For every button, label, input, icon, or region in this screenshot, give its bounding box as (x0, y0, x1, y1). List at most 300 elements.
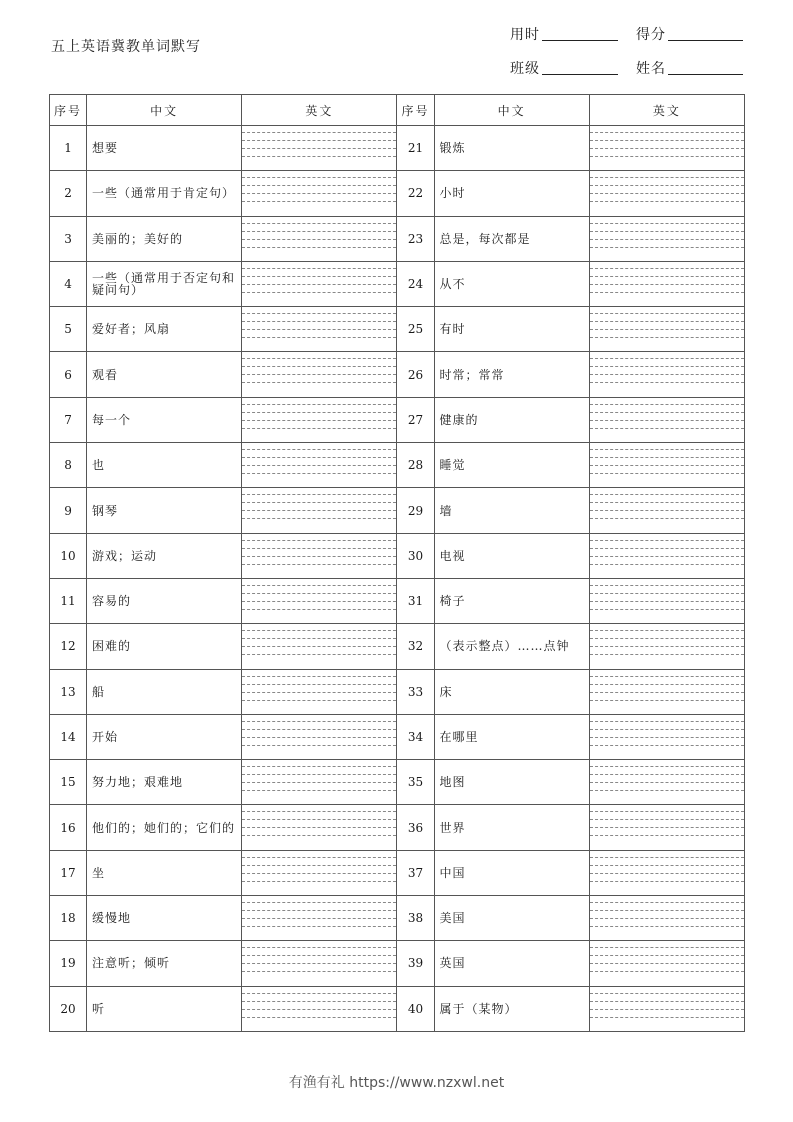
writing-guide-line (242, 412, 396, 413)
writing-guide-line (590, 510, 744, 511)
chinese-word: 英国 (434, 941, 589, 986)
writing-guide-line (590, 766, 744, 767)
item-number: 40 (397, 986, 434, 1031)
writing-guide-line (590, 465, 744, 466)
writing-guide-line (590, 564, 744, 565)
writing-guide-line (242, 156, 396, 157)
name-field[interactable] (636, 58, 743, 78)
chinese-word: 一些（通常用于否定句和疑问句） (87, 261, 242, 306)
writing-guide-line (590, 926, 744, 927)
header-chinese: 中文 (434, 95, 589, 126)
writing-guide-line (242, 827, 396, 828)
table-header-row (50, 95, 745, 126)
class-field[interactable] (510, 58, 618, 78)
writing-guide-line (590, 827, 744, 828)
writing-guide-line (242, 918, 396, 919)
item-number: 23 (397, 216, 434, 261)
writing-guide-line (590, 239, 744, 240)
chinese-word: 他们的；她们的；它们的 (87, 805, 242, 850)
writing-guide-line (242, 540, 396, 541)
writing-guide-line (590, 646, 744, 647)
table-row (50, 714, 745, 759)
chinese-word: 船 (87, 669, 242, 714)
writing-guide-line (590, 185, 744, 186)
item-number: 20 (50, 986, 87, 1031)
item-number: 15 (50, 760, 87, 805)
table-row (50, 850, 745, 895)
chinese-word: 时常；常常 (434, 352, 589, 397)
english-answer-cell[interactable] (242, 126, 397, 171)
item-number: 28 (397, 443, 434, 488)
writing-guide-line (590, 782, 744, 783)
item-number: 3 (50, 216, 87, 261)
worksheet-title: 五上英语冀教单词默写 (51, 39, 201, 55)
writing-guide-line (590, 790, 744, 791)
writing-guide-line (242, 774, 396, 775)
table-row (50, 443, 745, 488)
writing-guide-line (242, 556, 396, 557)
english-answer-cell[interactable] (242, 669, 397, 714)
chinese-word: 爱好者；风扇 (87, 307, 242, 352)
item-number: 10 (50, 533, 87, 578)
writing-guide-line (590, 177, 744, 178)
english-answer-cell[interactable] (589, 261, 744, 306)
writing-guide-line (590, 156, 744, 157)
writing-guide-line (590, 721, 744, 722)
writing-guide-line (590, 729, 744, 730)
chinese-word: 观看 (87, 352, 242, 397)
writing-guide-line (590, 630, 744, 631)
writing-guide-line (242, 140, 396, 141)
table-row (50, 941, 745, 986)
english-answer-cell[interactable] (242, 352, 397, 397)
writing-guide-line (590, 193, 744, 194)
english-answer-cell[interactable] (589, 805, 744, 850)
english-answer-cell[interactable] (242, 397, 397, 442)
english-answer-cell[interactable] (589, 397, 744, 442)
chinese-word: 椅子 (434, 578, 589, 623)
chinese-word: 游戏；运动 (87, 533, 242, 578)
chinese-word: 健康的 (434, 397, 589, 442)
writing-guide-line (242, 548, 396, 549)
english-answer-cell[interactable] (589, 307, 744, 352)
header-english: 英文 (242, 95, 397, 126)
writing-guide-line (242, 654, 396, 655)
writing-guide-line (590, 428, 744, 429)
writing-guide-line (590, 873, 744, 874)
writing-guide-line (590, 955, 744, 956)
item-number: 8 (50, 443, 87, 488)
english-answer-cell[interactable] (589, 216, 744, 261)
writing-guide-line (242, 404, 396, 405)
writing-guide-line (590, 593, 744, 594)
item-number: 33 (397, 669, 434, 714)
english-answer-cell[interactable] (242, 714, 397, 759)
writing-guide-line (590, 902, 744, 903)
writing-guide-line (590, 601, 744, 602)
english-answer-cell[interactable] (242, 443, 397, 488)
writing-guide-line (242, 132, 396, 133)
class-blank-line[interactable] (542, 74, 618, 75)
item-number: 12 (50, 624, 87, 669)
writing-guide-line (242, 782, 396, 783)
vocabulary-table (49, 94, 745, 1032)
writing-guide-line (590, 366, 744, 367)
writing-guide-line (242, 177, 396, 178)
writing-guide-line (242, 329, 396, 330)
writing-guide-line (590, 811, 744, 812)
writing-guide-line (590, 247, 744, 248)
score-blank-line[interactable] (668, 40, 743, 41)
chinese-word: 努力地；艰难地 (87, 760, 242, 805)
table-row (50, 307, 745, 352)
writing-guide-line (242, 865, 396, 866)
writing-guide-line (590, 473, 744, 474)
writing-guide-line (242, 268, 396, 269)
writing-guide-line (242, 337, 396, 338)
table-row (50, 624, 745, 669)
english-answer-cell[interactable] (242, 533, 397, 578)
name-blank-line[interactable] (668, 74, 743, 75)
item-number: 24 (397, 261, 434, 306)
writing-guide-line (590, 420, 744, 421)
chinese-word: 总是，每次都是 (434, 216, 589, 261)
english-answer-cell[interactable] (589, 443, 744, 488)
english-answer-cell[interactable] (242, 171, 397, 216)
english-answer-cell[interactable] (589, 850, 744, 895)
writing-guide-line (242, 963, 396, 964)
item-number: 6 (50, 352, 87, 397)
writing-guide-line (590, 585, 744, 586)
chinese-word: 钢琴 (87, 488, 242, 533)
writing-guide-line (590, 518, 744, 519)
writing-guide-line (590, 268, 744, 269)
writing-guide-line (242, 358, 396, 359)
writing-guide-line (242, 223, 396, 224)
english-answer-cell[interactable] (589, 488, 744, 533)
score-label: 得分 (636, 27, 666, 43)
chinese-word: 容易的 (87, 578, 242, 623)
writing-guide-line (590, 412, 744, 413)
chinese-word: 听 (87, 986, 242, 1031)
item-number: 17 (50, 850, 87, 895)
writing-guide-line (242, 382, 396, 383)
item-number: 35 (397, 760, 434, 805)
writing-guide-line (242, 926, 396, 927)
table-row (50, 397, 745, 442)
writing-guide-line (590, 971, 744, 972)
item-number: 11 (50, 578, 87, 623)
writing-guide-line (590, 494, 744, 495)
item-number: 36 (397, 805, 434, 850)
writing-guide-line (242, 292, 396, 293)
table-row (50, 126, 745, 171)
item-number: 22 (397, 171, 434, 216)
writing-guide-line (242, 473, 396, 474)
writing-guide-line (590, 548, 744, 549)
writing-guide-line (242, 231, 396, 232)
header-number: 序号 (397, 95, 434, 126)
writing-guide-line (590, 292, 744, 293)
english-answer-cell[interactable] (242, 986, 397, 1031)
name-label: 姓名 (636, 61, 666, 77)
writing-guide-line (590, 201, 744, 202)
english-answer-cell[interactable] (589, 352, 744, 397)
writing-guide-line (242, 729, 396, 730)
writing-guide-line (590, 457, 744, 458)
writing-guide-line (242, 766, 396, 767)
english-answer-cell[interactable] (589, 714, 744, 759)
english-answer-cell[interactable] (589, 941, 744, 986)
writing-guide-line (242, 646, 396, 647)
writing-guide-line (242, 494, 396, 495)
writing-guide-line (590, 140, 744, 141)
writing-guide-line (242, 700, 396, 701)
chinese-word: 缓慢地 (87, 896, 242, 941)
writing-guide-line (242, 374, 396, 375)
english-answer-cell[interactable] (242, 760, 397, 805)
footer-watermark: 有渔有礼 https://www.nzxwl.net (288, 1075, 505, 1091)
writing-guide-line (242, 745, 396, 746)
item-number: 13 (50, 669, 87, 714)
item-number: 37 (397, 850, 434, 895)
chinese-word: 床 (434, 669, 589, 714)
writing-guide-line (242, 1009, 396, 1010)
english-answer-cell[interactable] (242, 624, 397, 669)
writing-guide-line (242, 247, 396, 248)
item-number: 31 (397, 578, 434, 623)
writing-guide-line (590, 284, 744, 285)
chinese-word: 有时 (434, 307, 589, 352)
header-english: 英文 (589, 95, 744, 126)
writing-guide-line (590, 910, 744, 911)
writing-guide-line (242, 313, 396, 314)
writing-guide-line (242, 947, 396, 948)
writing-guide-line (590, 737, 744, 738)
chinese-word: 属于（某物） (434, 986, 589, 1031)
item-number: 9 (50, 488, 87, 533)
english-answer-cell[interactable] (589, 624, 744, 669)
writing-guide-line (590, 865, 744, 866)
writing-guide-line (590, 540, 744, 541)
writing-guide-line (590, 148, 744, 149)
english-answer-cell[interactable] (242, 941, 397, 986)
time-field[interactable] (510, 24, 618, 44)
writing-guide-line (590, 947, 744, 948)
chinese-word: 美丽的；美好的 (87, 216, 242, 261)
chinese-word: 每一个 (87, 397, 242, 442)
chinese-word: 锻炼 (434, 126, 589, 171)
writing-guide-line (242, 993, 396, 994)
writing-guide-line (590, 449, 744, 450)
writing-guide-line (242, 630, 396, 631)
english-answer-cell[interactable] (589, 986, 744, 1031)
writing-guide-line (242, 449, 396, 450)
writing-guide-line (242, 910, 396, 911)
table-row (50, 261, 745, 306)
chinese-word: 开始 (87, 714, 242, 759)
english-answer-cell[interactable] (242, 488, 397, 533)
writing-guide-line (590, 1001, 744, 1002)
english-answer-cell[interactable] (589, 896, 744, 941)
writing-guide-line (590, 223, 744, 224)
writing-guide-line (242, 510, 396, 511)
time-blank-line[interactable] (542, 40, 618, 41)
chinese-word: 墙 (434, 488, 589, 533)
writing-guide-line (590, 609, 744, 610)
item-number: 5 (50, 307, 87, 352)
class-label: 班级 (510, 61, 540, 77)
writing-guide-line (242, 601, 396, 602)
header-chinese: 中文 (87, 95, 242, 126)
chinese-word: 想要 (87, 126, 242, 171)
writing-guide-line (242, 428, 396, 429)
item-number: 27 (397, 397, 434, 442)
chinese-word: 困难的 (87, 624, 242, 669)
item-number: 29 (397, 488, 434, 533)
writing-guide-line (242, 819, 396, 820)
english-answer-cell[interactable] (589, 126, 744, 171)
writing-guide-line (242, 971, 396, 972)
chinese-word: 从不 (434, 261, 589, 306)
writing-guide-line (242, 593, 396, 594)
writing-guide-line (242, 638, 396, 639)
writing-guide-line (242, 585, 396, 586)
writing-guide-line (242, 239, 396, 240)
writing-guide-line (590, 918, 744, 919)
english-answer-cell[interactable] (242, 578, 397, 623)
writing-guide-line (590, 774, 744, 775)
chinese-word: （表示整点）……点钟 (434, 624, 589, 669)
item-number: 21 (397, 126, 434, 171)
item-number: 32 (397, 624, 434, 669)
english-answer-cell[interactable] (242, 850, 397, 895)
writing-guide-line (590, 337, 744, 338)
writing-guide-line (590, 374, 744, 375)
item-number: 14 (50, 714, 87, 759)
english-answer-cell[interactable] (589, 669, 744, 714)
table-row (50, 986, 745, 1031)
header-number: 序号 (50, 95, 87, 126)
table-row (50, 216, 745, 261)
writing-guide-line (590, 692, 744, 693)
table-row (50, 669, 745, 714)
writing-guide-line (242, 193, 396, 194)
item-number: 39 (397, 941, 434, 986)
table-row (50, 578, 745, 623)
writing-guide-line (590, 835, 744, 836)
item-number: 7 (50, 397, 87, 442)
writing-guide-line (242, 737, 396, 738)
writing-guide-line (242, 835, 396, 836)
writing-guide-line (242, 684, 396, 685)
writing-guide-line (242, 457, 396, 458)
writing-guide-line (590, 745, 744, 746)
writing-guide-line (242, 518, 396, 519)
english-answer-cell[interactable] (242, 896, 397, 941)
english-answer-cell[interactable] (242, 216, 397, 261)
writing-guide-line (242, 811, 396, 812)
english-answer-cell[interactable] (589, 578, 744, 623)
writing-guide-line (590, 1009, 744, 1010)
writing-guide-line (590, 857, 744, 858)
writing-guide-line (590, 654, 744, 655)
writing-guide-line (242, 873, 396, 874)
chinese-word: 小时 (434, 171, 589, 216)
english-answer-cell[interactable] (242, 307, 397, 352)
writing-guide-line (590, 358, 744, 359)
writing-guide-line (242, 366, 396, 367)
writing-guide-line (590, 638, 744, 639)
writing-guide-line (590, 231, 744, 232)
english-answer-cell[interactable] (242, 805, 397, 850)
writing-guide-line (242, 321, 396, 322)
writing-guide-line (590, 963, 744, 964)
writing-guide-line (590, 502, 744, 503)
writing-guide-line (242, 721, 396, 722)
item-number: 25 (397, 307, 434, 352)
item-number: 34 (397, 714, 434, 759)
english-answer-cell[interactable] (589, 760, 744, 805)
item-number: 2 (50, 171, 87, 216)
item-number: 4 (50, 261, 87, 306)
chinese-word: 一些（通常用于肯定句） (87, 171, 242, 216)
score-field[interactable] (636, 24, 743, 44)
chinese-word: 在哪里 (434, 714, 589, 759)
writing-guide-line (590, 556, 744, 557)
writing-guide-line (242, 465, 396, 466)
writing-guide-line (242, 148, 396, 149)
writing-guide-line (242, 185, 396, 186)
table-row (50, 352, 745, 397)
chinese-word: 坐 (87, 850, 242, 895)
writing-guide-line (590, 819, 744, 820)
chinese-word: 也 (87, 443, 242, 488)
writing-guide-line (242, 1017, 396, 1018)
table-row (50, 760, 745, 805)
table-row (50, 533, 745, 578)
writing-guide-line (242, 502, 396, 503)
item-number: 26 (397, 352, 434, 397)
item-number: 30 (397, 533, 434, 578)
writing-guide-line (590, 382, 744, 383)
writing-guide-line (242, 955, 396, 956)
writing-guide-line (242, 1001, 396, 1002)
writing-guide-line (590, 132, 744, 133)
english-answer-cell[interactable] (589, 533, 744, 578)
writing-guide-line (242, 790, 396, 791)
writing-guide-line (590, 1017, 744, 1018)
english-answer-cell[interactable] (242, 261, 397, 306)
writing-guide-line (590, 993, 744, 994)
item-number: 16 (50, 805, 87, 850)
writing-guide-line (242, 420, 396, 421)
writing-guide-line (590, 676, 744, 677)
item-number: 19 (50, 941, 87, 986)
chinese-word: 电视 (434, 533, 589, 578)
table-row (50, 488, 745, 533)
writing-guide-line (242, 284, 396, 285)
writing-guide-line (242, 609, 396, 610)
writing-guide-line (242, 857, 396, 858)
writing-guide-line (242, 902, 396, 903)
writing-guide-line (242, 564, 396, 565)
time-label: 用时 (510, 27, 540, 43)
english-answer-cell[interactable] (589, 171, 744, 216)
writing-guide-line (590, 881, 744, 882)
writing-guide-line (590, 700, 744, 701)
writing-guide-line (590, 329, 744, 330)
